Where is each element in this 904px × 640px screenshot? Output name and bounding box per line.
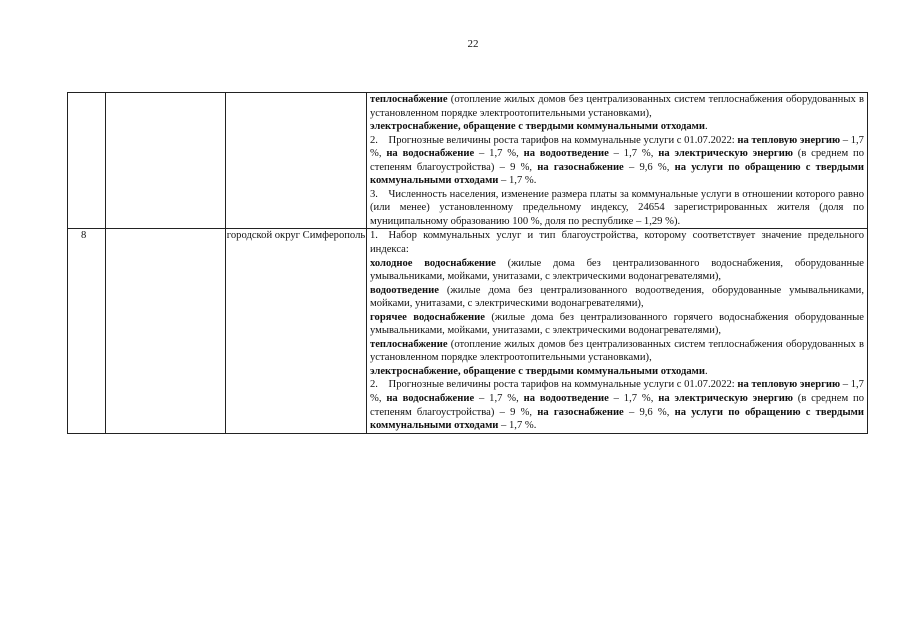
municipality-cell: [226, 93, 367, 229]
description-cell: [367, 229, 868, 433]
description-paragraph: [370, 229, 864, 256]
text-run: – 1,7 %,: [370, 379, 864, 405]
bold-run: холодное водоснабжение: [370, 257, 496, 269]
text-run: – 9,6 %,: [623, 161, 675, 173]
text-run: – 1,7 %,: [608, 148, 659, 160]
text-run: (жилые дома без централизованного водоотведения, оборудованные умывальниками, мойками, унитазами, с электрическими водонагревателями),: [370, 284, 864, 310]
description-paragraph: [370, 257, 864, 284]
text-run: (отопление жилых домов без централизованных систем теплоснабжения оборудованных в установленном порядке электроотопительными установками),: [370, 338, 864, 364]
text-run: – 1,7 %,: [370, 134, 864, 160]
text-run: 1. Набор коммунальных услуг и тип благоустройства, которому соответствует значение предельного индекса:: [370, 230, 864, 256]
bold-run: на газоснабжение: [537, 406, 624, 418]
bold-run: теплоснабжение: [370, 94, 448, 105]
text-run: .: [704, 121, 708, 133]
text-run: – 1,7 %,: [608, 393, 659, 405]
row-number-cell: [68, 93, 106, 229]
text-run: – 1,7 %,: [474, 393, 524, 405]
description-paragraph: [370, 134, 864, 188]
text-run: – 1,7 %,: [474, 148, 524, 160]
table-row: [68, 93, 868, 229]
text-run: – 1,7 %.: [498, 420, 537, 432]
description-paragraph: [370, 284, 864, 311]
description-paragraph: [370, 365, 864, 379]
description-paragraph: [370, 338, 864, 365]
bold-run: электроснабжение, обращение с твердыми коммунальными отходами: [370, 121, 705, 133]
bold-run: на водоснабжение: [386, 148, 475, 160]
empty-cell: [106, 229, 226, 433]
bold-run: на газоснабжение: [537, 161, 624, 173]
text-run: (в среднем по степеням благоустройства) – 9 %,: [370, 148, 865, 173]
text-run: .: [704, 365, 708, 377]
bold-run: горячее водоснабжение: [370, 311, 485, 323]
text-run: (жилые дома без централизованного водоснабжения, оборудованные умывальниками, мойками, унитазами, с электрическими водонагревателями),: [370, 257, 864, 283]
table-row: [68, 229, 868, 433]
description-paragraph: [370, 120, 864, 134]
tariff-index-table: [67, 92, 868, 434]
bold-run: на водоснабжение: [386, 393, 475, 405]
description-paragraph: [370, 188, 864, 229]
description-paragraph: [370, 93, 864, 120]
text-run: (отопление жилых домов без централизованных систем теплоснабжения оборудованных в установленном порядке электроотопительными установками),: [370, 94, 864, 119]
text-run: – 1,7 %.: [498, 175, 537, 187]
bold-run: на электрическую энергию: [658, 393, 793, 405]
text-run: (в среднем по степеням благоустройства) – 9 %,: [370, 393, 865, 418]
text-run: (жилые дома без централизованного горячего водоснабжения оборудованные умывальниками, мойками, унитазами, с электрическими водонагревателями),: [370, 311, 864, 337]
row-number-cell: 8: [68, 229, 106, 433]
table-body: [68, 93, 868, 434]
bold-run: электроснабжение, обращение с твердыми коммунальными отходами: [370, 365, 705, 377]
bold-run: на услуги по обращению с твердыми коммунальными отходами: [370, 161, 864, 187]
bold-run: водоотведение: [370, 284, 439, 296]
municipality-cell: городской округ Симферополь: [226, 229, 367, 433]
description-paragraph: [370, 311, 864, 338]
text-run: 2. Прогнозные величины роста тарифов на коммунальные услуги с 01.07.2022:: [370, 134, 738, 146]
page-number: 22: [467, 38, 479, 50]
empty-cell: [106, 93, 226, 229]
bold-run: теплоснабжение: [370, 338, 448, 350]
bold-run: на тепловую энергию: [737, 134, 841, 146]
description-cell: [367, 93, 868, 229]
text-run: 3. Численность населения, изменение размера платы за коммунальные услуги в отношении которого равно (или менее) установленному предельному индексу, 24654 зарегистрированных жителя (доля по муниципальному образованию 100 %, доля по республике – 1,29 %).: [370, 188, 864, 227]
text-run: 2. Прогнозные величины роста тарифов на коммунальные услуги с 01.07.2022:: [370, 379, 738, 391]
bold-run: на водоотведение: [523, 148, 609, 160]
bold-run: на электрическую энергию: [658, 148, 793, 160]
text-run: – 9,6 %,: [623, 406, 675, 418]
bold-run: на тепловую энергию: [737, 379, 841, 391]
bold-run: на водоотведение: [523, 393, 609, 405]
description-paragraph: [370, 378, 864, 432]
bold-run: на услуги по обращению с твердыми коммунальными отходами: [370, 406, 864, 432]
